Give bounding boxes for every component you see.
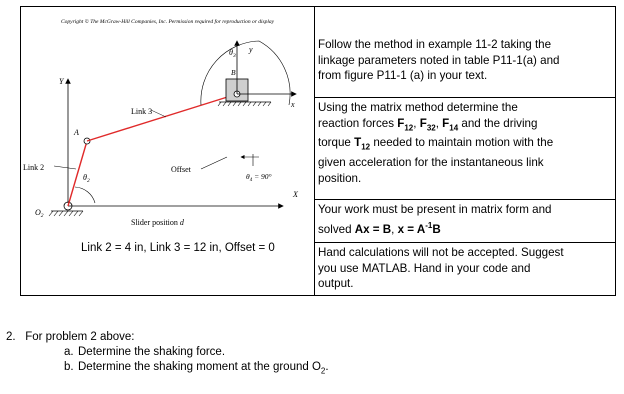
link-caption: Link 2 = 4 in, Link 3 = 12 in, Offset = 0 — [81, 242, 275, 254]
offset-leader — [201, 157, 227, 169]
problem-2 — [6, 330, 329, 378]
instruction-block-3 — [318, 202, 611, 237]
text-line: linkage parameters noted in table P11-1(a) and — [318, 53, 560, 67]
slider-crank-figure — [21, 7, 314, 239]
label-offset: Offset — [171, 165, 191, 174]
label-link2: Link 2 — [23, 163, 45, 172]
ground-o2 — [49, 202, 83, 216]
problem-intro-text: For problem 2 above: — [25, 331, 135, 343]
link2-leader — [54, 166, 76, 169]
text-line: from figure P11-1 (a) in your text. — [318, 69, 488, 82]
label-x-local: x — [291, 100, 295, 109]
label-a: A — [74, 128, 79, 137]
instruction-block-4 — [318, 245, 611, 292]
problem-intro — [6, 330, 329, 345]
label-theta3: $\theta_3$ — [229, 48, 236, 59]
text-line: given acceleration for the instantaneous link — [318, 156, 544, 170]
figure-cell — [21, 7, 314, 295]
text-line: Your work must be present in matrix form and — [318, 203, 552, 216]
link3-leader — [151, 110, 166, 117]
problem-number: 2. — [6, 331, 16, 343]
label-x-capital: X — [293, 190, 298, 199]
row-divider — [314, 242, 615, 243]
text-line: position. — [318, 171, 362, 185]
text-line: you use MATLAB. Hand in your code and — [318, 261, 531, 275]
label-link3: Link 3 — [131, 107, 153, 116]
label-o2: $O_2$ — [35, 208, 44, 219]
copyright-text: Copyright © The McGraw-Hill Companies, Inc. Permission required for reproduction or display — [61, 19, 275, 25]
label-b: B — [231, 68, 236, 77]
instruction-block-1 — [318, 37, 611, 84]
column-divider — [314, 7, 315, 295]
text-line: reaction forces $F_{12}$, $F_{32}$, $F_{14}$ and the driving — [318, 116, 538, 132]
label-theta2: $\theta_2$ — [83, 173, 90, 184]
link-3 — [87, 94, 237, 141]
row-divider — [314, 97, 615, 98]
label-y-local: y — [249, 45, 253, 54]
row-divider — [314, 199, 615, 200]
text-line: output. — [318, 277, 354, 290]
slider-ground — [218, 102, 271, 106]
instruction-block-2 — [318, 100, 611, 186]
label-theta4: $\theta_4 = 90^\circ$ — [246, 172, 272, 183]
problem-table — [20, 6, 616, 296]
text-line: torque $T_{12}$ needed to maintain motion with the — [318, 136, 554, 152]
label-y-capital: Y — [59, 77, 64, 86]
text-line: solved Ax = B, $x = A^{-1}B$ — [318, 220, 441, 236]
text-line: Hand calculations will not be accepted. Suggest — [318, 246, 564, 259]
theta2-arc — [75, 187, 95, 203]
list-item: b. Determine the shaking moment at the ground $O_2$. — [64, 361, 329, 376]
list-item: a. Determine the shaking force. — [64, 346, 226, 358]
text-line: Follow the method in example 11-2 taking the — [318, 38, 552, 51]
label-slider-position: Slider position d — [131, 218, 184, 227]
text-line: Using the matrix method determine the — [318, 101, 518, 114]
